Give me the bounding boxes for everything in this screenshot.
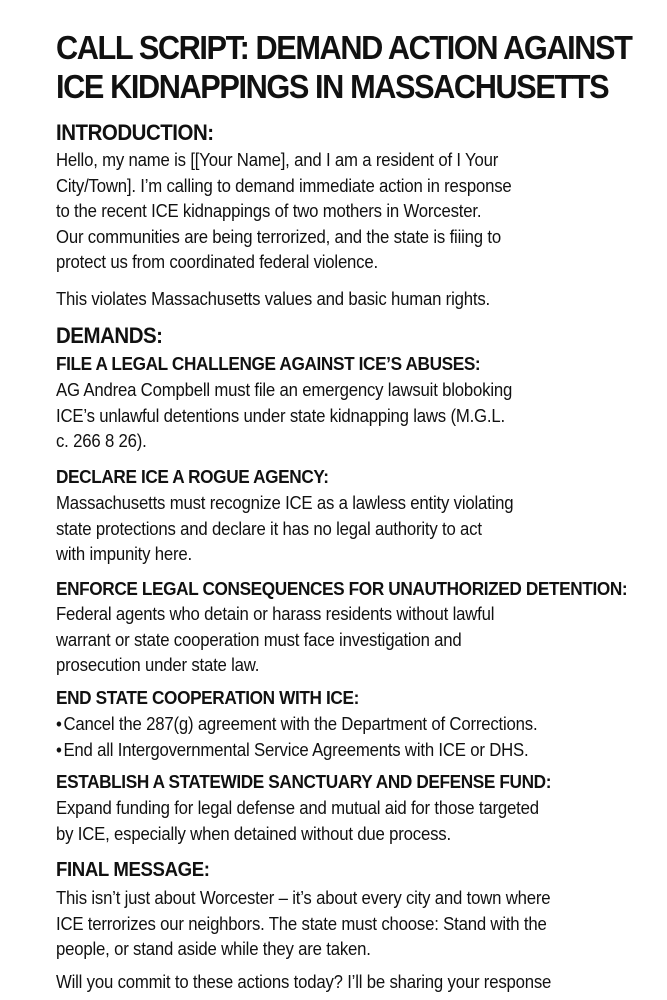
demand-text-rogue-agency [56,491,513,568]
text-line: City/Town]. I’m calling to demand immediate action in response [56,175,512,196]
demand-text-legal-challenge [56,378,512,455]
bullet-marker: • [56,714,62,734]
text-line: warrant or state cooperation must face investigation and [56,629,462,650]
title-line: CALL SCRIPT: DEMAND ACTION AGAINST [56,29,632,66]
text-line: ICE’s unlawful detentions under state kidnapping laws (M.G.L. [56,405,505,426]
demand-text-sanctuary-fund [56,796,539,847]
introduction-heading: INTRODUCTION: [56,120,214,145]
text-line: Massachusetts must recognize ICE as a lawless entity violating [56,493,514,513]
text-line: Federal agents who detain or harass residents without lawful [56,604,495,624]
bullet-text: Cancel the 287(g) agreement with the Department of Corrections. [63,714,538,734]
introduction-paragraph [56,148,512,276]
text-line: Expand funding for legal defense and mutual aid for those targeted [56,798,539,818]
text-line: by ICE, especially when detained without due process. [56,823,451,844]
final-message-closing-line [56,970,551,996]
text-line: Will you commit to these actions today? I’ll be sharing your response [56,972,552,992]
final-message-heading: FINAL MESSAGE: [56,859,210,881]
bullet-item [56,738,537,764]
text-line: state protections and declare it has no legal authority to act [56,518,482,539]
text-line: ICE terrorizes our neighbors. The state must choose: Stand with the [56,913,547,934]
document-title [56,28,632,106]
text-line: Hello, my name is [[Your Name], and I am a resident of I Your [56,150,499,170]
demand-heading-legal-consequences: ENFORCE LEGAL CONSEQUENCES FOR UNAUTHORIZED DETENTION: [56,578,628,599]
text-line: prosecution under state law. [56,655,260,675]
text-line: people, or stand aside while they are taken. [56,939,371,959]
introduction-closing-line [56,287,490,313]
text-line: protect us from coordinated federal violence. [56,252,378,272]
demands-heading: DEMANDS: [56,323,163,348]
demand-heading-end-cooperation: END STATE COOPERATION WITH ICE: [56,687,359,708]
final-message-paragraph [56,886,550,963]
text-line: with impunity here. [56,544,193,564]
demand-text-legal-consequences [56,602,494,679]
text-line: c. 266 8 26). [56,431,147,451]
text-line: This violates Massachusetts values and basic human rights. [56,289,490,309]
demand-heading-rogue-agency: DECLARE ICE A ROGUE AGENCY: [56,466,329,487]
demand-heading-legal-challenge: FILE A LEGAL CHALLENGE AGAINST ICE’S ABUSES: [56,353,481,374]
text-line: AG Andrea Compbell must file an emergency lawsuit bloboking [56,380,513,400]
title-line: ICE KIDNAPPINGS IN MASSACHUSETTS [56,68,609,105]
bullet-item [56,712,537,738]
text-line: This isn’t just about Worcester – it’s about every city and town where [56,888,551,908]
end-cooperation-bullet-list [56,712,537,763]
demand-heading-sanctuary-fund: ESTABLISH A STATEWIDE SANCTUARY AND DEFENSE FUND: [56,771,552,792]
bullet-text: End all Intergovernmental Service Agreements with ICE or DHS. [63,739,529,760]
bullet-marker: • [56,739,62,760]
text-line: to the recent ICE kidnappings of two mothers in Worcester. [56,201,482,221]
text-line: Our communities are being terrorized, and the state is fiiing to [56,226,501,247]
